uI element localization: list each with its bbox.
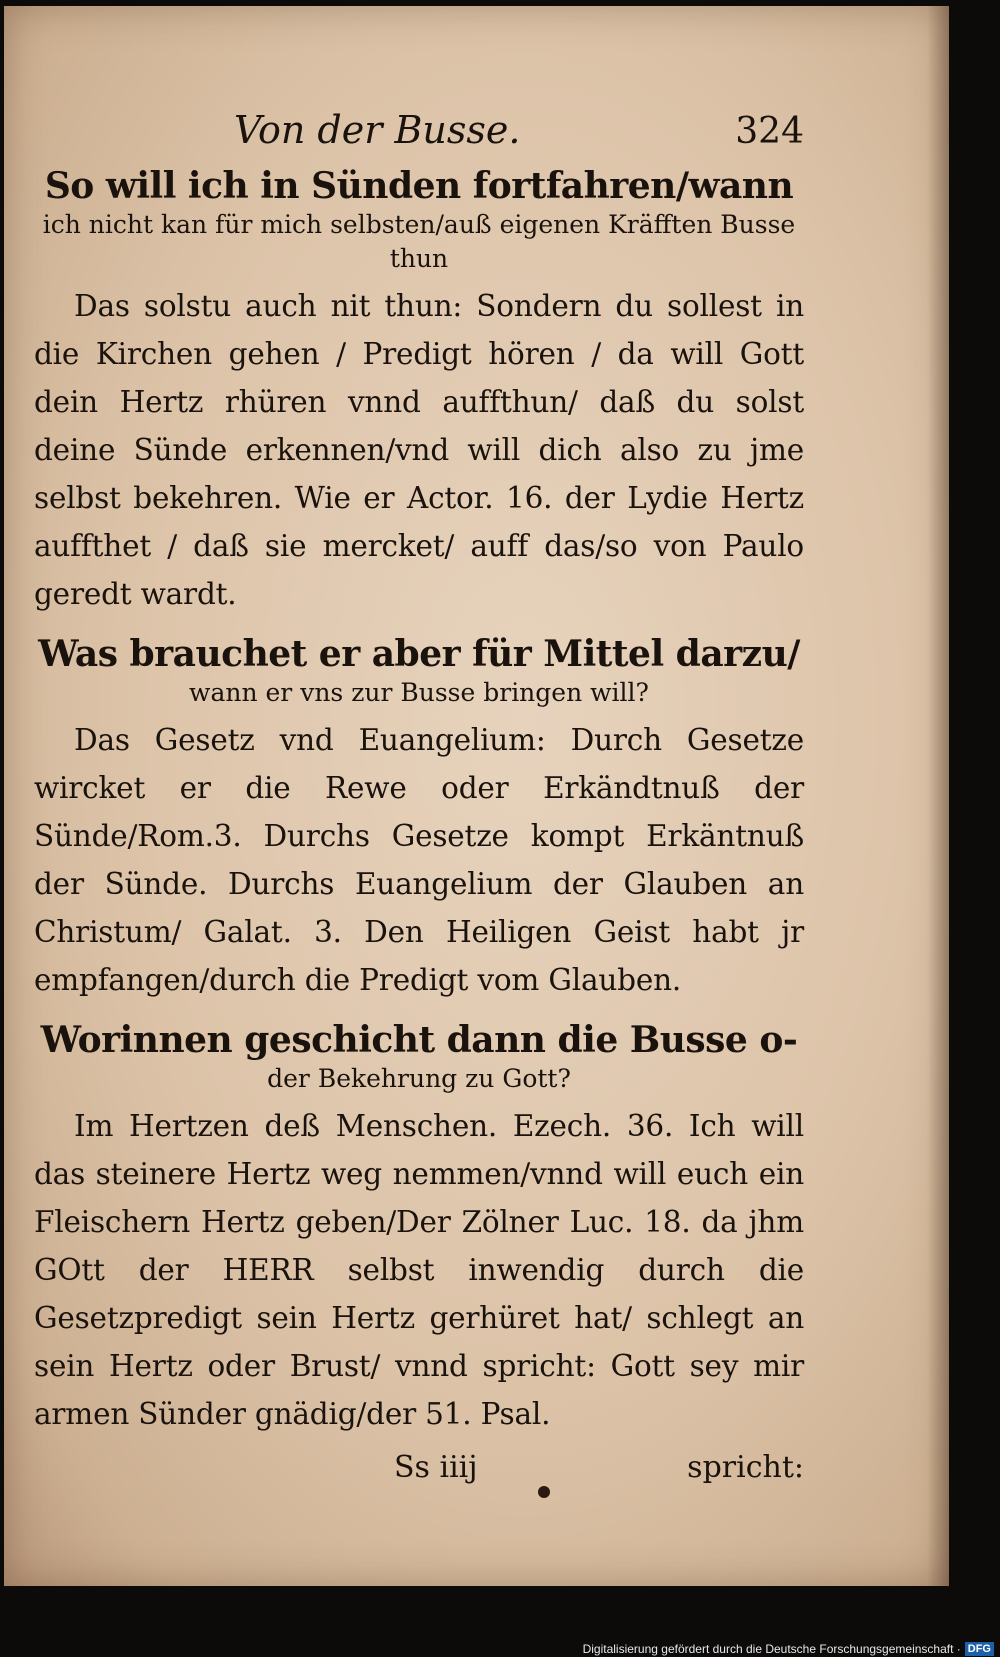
answer-paragraph: Das Gesetz vnd Euangelium: Durch Gesetze wircket er die Rewe oder Erkändtnuß der Sünde/Rom.3. Durchs Gesetze kompt Erkäntnuß der Sünde. Durchs Euangelium der Glauben an Christum/ Galat. 3. Den Heiligen Geist habt jr empfangen/durch die Predigt vom Glauben. [34, 723, 804, 997]
ink-dot-ornament [538, 1486, 550, 1498]
dfg-logo: DFG [965, 1642, 994, 1656]
catchline [34, 1448, 804, 1488]
digitization-footer [583, 1642, 994, 1656]
section-2 [34, 632, 804, 1004]
question-heading: Worinnen geschicht dann die Busse o- [40, 1019, 798, 1061]
book-page [4, 6, 949, 1586]
question-heading: So will ich in Sünden fortfahren/wann [44, 165, 794, 207]
answer-paragraph: Das solstu auch nit thun: Sondern du sollest in die Kirchen gehen / Predigt hören / da will Gott dein Hertz rhüren vnnd auffthun/ daß du solst deine Sünde erkennen/vnd will dich also zu jme selbst bekehren. Wie er Actor. 16. der Lydie Hertz auffthet / daß sie mercket/ auff das/so von Paulo geredt wardt. [34, 289, 804, 611]
running-title: Von der Busse. [234, 108, 521, 152]
page-number: 324 [735, 111, 804, 152]
page-edge-shadow [927, 6, 949, 1586]
running-head [34, 108, 804, 152]
question-subheading: wann er vns zur Busse bringen will? [189, 678, 649, 707]
catchword: spricht: [687, 1450, 804, 1485]
footer-text: Digitalisierung gefördert durch die Deutsche Forschungsgemeinschaft · [582, 1642, 961, 1656]
signature-mark: Ss iiij [394, 1450, 478, 1485]
question-subheading: der Bekehrung zu Gott? [267, 1064, 571, 1093]
section-3 [34, 1018, 804, 1438]
section-1 [34, 164, 804, 618]
answer-paragraph: Im Hertzen deß Menschen. Ezech. 36. Ich will das steinere Hertz weg nemmen/vnnd will euch ein Fleischern Hertz geben/Der Zölner Luc. 18. da jhm GOtt der HERR selbst inwendig durch die Gesetzpredigt sein Hertz gerhüret hat/ schlegt an sein Hertz oder Brust/ vnnd spricht: Gott sey mir armen Sünder gnädig/der 51. Psal. [34, 1109, 804, 1431]
question-subheading: ich nicht kan für mich selbsten/auß eigenen Kräfften Busse thun [42, 210, 796, 273]
question-heading: Was brauchet er aber für Mittel darzu/ [38, 633, 800, 675]
text-block [34, 101, 804, 1488]
